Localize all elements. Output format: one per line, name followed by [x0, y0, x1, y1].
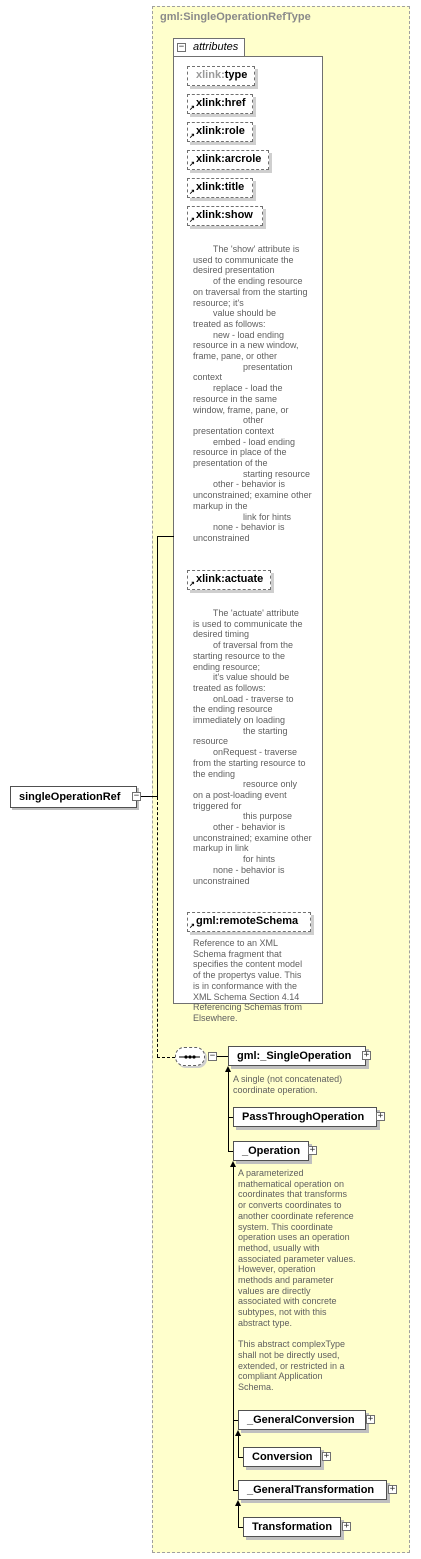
operation-documentation: A parameterized mathematical operation on coordinates that transforms or converts coordinates to another coordinate reference system. This coordinate operation uses an operation method, usually with associated parameter values. However, operation methods and parameter values are directly associated with concrete subtypes, not with this abstract type. This abstract complexType shall not be directly used, extended, or restricted in a compliant Application Schema.: [238, 1168, 356, 1393]
single-operation-documentation: A single (not concatenated) coordinate operation.: [233, 1074, 343, 1095]
attribute-name: title: [224, 181, 245, 193]
attribute-name: type: [224, 69, 248, 81]
attribute-xlink-arcrole[interactable]: [187, 150, 269, 170]
element-label: _GeneralTransformation: [247, 1484, 375, 1496]
element-label: Transformation: [252, 1521, 333, 1533]
element-label: gml:_SingleOperation: [237, 1050, 352, 1062]
element-general-conversion[interactable]: [238, 1410, 366, 1430]
element-label: Conversion: [252, 1451, 313, 1463]
reference-arrow-icon: ↗: [189, 161, 195, 168]
sequence-compositor[interactable]: [175, 1047, 205, 1066]
attribute-prefix: xlink:: [196, 209, 225, 221]
connector-line: [157, 536, 174, 537]
root-element-label: singleOperationRef: [19, 791, 121, 803]
expand-conversion-icon[interactable]: +: [323, 1451, 330, 1461]
expand-pass-through-icon[interactable]: +: [377, 1111, 384, 1121]
attribute-xlink-type[interactable]: [187, 66, 255, 86]
element-pass-through-operation[interactable]: [233, 1107, 377, 1127]
sequence-icon: [176, 1048, 204, 1065]
expand-general-conversion-icon[interactable]: +: [367, 1414, 374, 1424]
expand-general-transformation-icon[interactable]: +: [389, 1484, 396, 1494]
collapse-attributes-icon[interactable]: −: [178, 42, 185, 52]
type-title: gml:SingleOperationRefType: [160, 11, 311, 23]
reference-arrow-icon: ↗: [189, 105, 195, 112]
attribute-xlink-show[interactable]: [187, 206, 263, 226]
attribute-name: actuate: [224, 573, 264, 585]
collapse-sequence-icon[interactable]: −: [209, 1051, 216, 1061]
element-conversion[interactable]: [243, 1447, 321, 1467]
attribute-prefix: xlink:: [196, 181, 225, 193]
show-documentation: The 'show' attribute is used to communicate the desired presentation of the ending resource on traversal from the starting resource; it's value should be treated as follows: new - load ending resource in a new window, frame, pane, or other presentation context replace - load the resource in the same window, frame, pane, or other presentation context embed - load ending resource in place of the presentation of the starting resource other - behavior is unconstrained; examine other markup in the link for hints none - behavior is unconstrained: [193, 244, 312, 543]
attribute-prefix: xlink:: [196, 97, 225, 109]
element-label: PassThroughOperation: [242, 1111, 365, 1123]
reference-arrow-icon: ↗: [189, 923, 195, 930]
attributes-label: attributes: [193, 41, 239, 53]
attribute-name: href: [224, 97, 246, 109]
element-operation[interactable]: [233, 1141, 309, 1161]
actuate-documentation: The 'actuate' attribute is used to communicate the desired timing of traversal from the starting resource to the ending resource; it's value should be treated as follows: onLoad - traverse to the ending resource immediately on loading the starting resource onRequest - traverse from the starting resource to the ending resource only on a post-loading event triggered for this purpose other - behavior is unconstrained; examine other markup in link for hints none - behavior is unconstrained: [193, 608, 312, 886]
attribute-xlink-title[interactable]: [187, 178, 253, 198]
attribute-name: show: [224, 209, 253, 221]
expand-operation-icon[interactable]: +: [309, 1145, 316, 1155]
attribute-xlink-actuate[interactable]: [187, 570, 271, 590]
reference-arrow-icon: ↗: [189, 217, 195, 224]
attribute-prefix: gml:: [196, 915, 220, 927]
reference-arrow-icon: ↗: [189, 189, 195, 196]
expand-single-operation-icon[interactable]: +: [363, 1050, 370, 1060]
attribute-name: arcrole: [224, 153, 262, 165]
expand-transformation-icon[interactable]: +: [343, 1521, 350, 1531]
attribute-xlink-href[interactable]: [187, 94, 253, 114]
element-label: _GeneralConversion: [247, 1414, 355, 1426]
connector-dashed-line: [157, 797, 158, 1057]
root-element-singleoperationref[interactable]: [10, 786, 137, 808]
remoteschema-documentation: Reference to an XML Schema fragment that specifies the content model of the propertys value. This is in conformance with the XML Schema Section 4.14 Referencing Schemas from Elsewhere.: [193, 938, 303, 1023]
attribute-name: remoteSchema: [219, 915, 299, 927]
connector-line: [238, 1505, 239, 1528]
attribute-prefix: xlink:: [196, 125, 225, 137]
collapse-root-icon[interactable]: −: [133, 791, 140, 801]
reference-arrow-icon: ↗: [189, 581, 195, 588]
attribute-prefix: xlink:: [196, 153, 225, 165]
element-transformation[interactable]: [243, 1517, 341, 1537]
connector-dashed-line: [157, 1057, 175, 1058]
connector-line: [141, 796, 157, 797]
connector-line: [233, 1166, 234, 1491]
attribute-prefix: xlink:: [196, 573, 225, 585]
connector-line: [238, 1435, 239, 1458]
element-label: _Operation: [242, 1145, 301, 1157]
attribute-xlink-role[interactable]: [187, 122, 253, 142]
attribute-prefix: xlink:: [196, 69, 225, 81]
attribute-gml-remoteschema[interactable]: [187, 912, 311, 932]
reference-arrow-icon: ↗: [189, 133, 195, 140]
element-single-operation[interactable]: [228, 1046, 366, 1066]
connector-line: [157, 536, 158, 797]
element-general-transformation[interactable]: [238, 1480, 387, 1500]
connector-line: [228, 1071, 229, 1152]
attribute-name: role: [224, 125, 245, 137]
